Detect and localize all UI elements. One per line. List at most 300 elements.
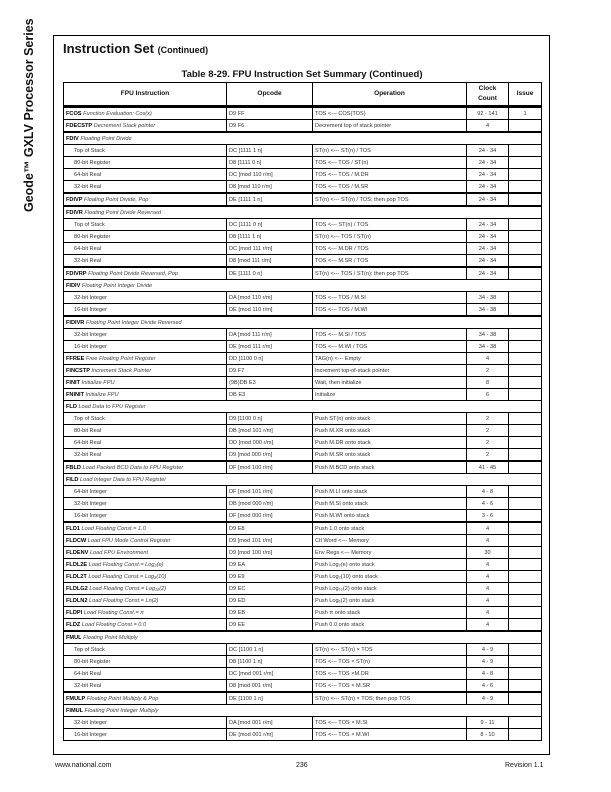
operation-cell: ST(n) <--- TOS / ST(n) <box>313 231 467 243</box>
operand-type: 32-bit Integer <box>64 717 227 729</box>
mnemonic: FLDLG2 <box>66 585 88 592</box>
table-row <box>64 522 542 535</box>
operation-cell: TOS <--- M.SR / TOS <box>313 255 467 268</box>
sub-row <box>64 231 542 243</box>
instruction-description: Load Floating Const.= Log₂(e) <box>88 561 164 568</box>
footer-website: www.national.com <box>55 762 112 769</box>
opcode-cell: DE [mod 111 r/m] <box>227 341 313 353</box>
opcode-cell: DA [mod 111 r/m] <box>227 329 313 341</box>
section-title <box>63 41 208 56</box>
opcode-cell: DF [mod 000 r/m] <box>227 510 313 523</box>
instruction-description: Free Floating Point Register <box>85 355 156 362</box>
header-instruction: FPU Instruction <box>64 83 227 107</box>
sub-row <box>64 510 542 523</box>
sub-row <box>64 486 542 498</box>
operation-cell: TOS <--- M.SI / TOS <box>313 329 467 341</box>
opcode-cell: DE [1111 0 n] <box>227 267 313 280</box>
mnemonic: FIDIV <box>66 282 81 289</box>
issue-cell <box>509 644 542 656</box>
issue-cell <box>509 680 542 693</box>
sub-row <box>64 329 542 341</box>
operation-cell: Push M.WI onto stack <box>313 510 467 523</box>
opcode-cell: D9 EA <box>227 559 313 571</box>
operand-type: 80-bit Register <box>64 231 227 243</box>
clock-count-cell: 4 - 9 <box>467 656 509 668</box>
operation-cell: TOS <--- M.WI / TOS <box>313 341 467 353</box>
operation-cell: Push Log₂(10) onto stack <box>313 571 467 583</box>
opcode-cell: DC [mod 111 r/m] <box>227 243 313 255</box>
opcode-cell: D9 E8 <box>227 522 313 535</box>
operand-type: 16-bit Integer <box>64 510 227 523</box>
instruction-cell <box>64 607 227 619</box>
table-body <box>64 107 542 741</box>
operand-type: 32-bit Real <box>64 255 227 268</box>
issue-cell <box>509 571 542 583</box>
instruction-cell <box>64 389 227 401</box>
clock-count-cell: 4 <box>467 595 509 607</box>
opcode-cell: D8 [1100 1 n] <box>227 656 313 668</box>
issue-cell <box>509 120 542 133</box>
mnemonic: FINIT <box>66 379 80 386</box>
table-row <box>64 535 542 547</box>
clock-count-cell: 4 - 9 <box>467 692 509 705</box>
opcode-cell: DC [1100 1 n] <box>227 644 313 656</box>
clock-count-cell: 4 - 8 <box>467 486 509 498</box>
operation-cell: Push Log₁₀(2) onto stack <box>313 583 467 595</box>
operation-cell: TOS <--- TOS / M.SI <box>313 292 467 304</box>
instruction-description: Floating Point Integer Divide <box>81 282 153 289</box>
mnemonic: FCOS <box>66 110 82 117</box>
clock-count-cell: 24 - 34 <box>467 193 509 206</box>
instruction-cell <box>64 583 227 595</box>
mnemonic: FLDPI <box>66 609 83 616</box>
instruction-description: Floating Point Divide <box>80 135 132 142</box>
sub-row <box>64 680 542 693</box>
issue-cell <box>509 522 542 535</box>
instruction-cell <box>64 193 227 206</box>
operand-type: 32-bit Integer <box>64 498 227 510</box>
operation-cell: Push 1.0 onto stack <box>313 522 467 535</box>
clock-count-cell: 34 - 38 <box>467 292 509 304</box>
issue-cell <box>509 255 542 268</box>
issue-cell <box>509 595 542 607</box>
clock-count-cell: 2 <box>467 449 509 462</box>
instruction-description: Floating Point Divide Reversed, Pop <box>88 270 178 277</box>
table-row <box>64 559 542 571</box>
table-row <box>64 389 542 401</box>
group-row <box>64 316 542 329</box>
operation-cell: ST(n) <--- ST(n) × TOS; then pop TOS <box>313 692 467 705</box>
group-row <box>64 280 542 292</box>
header-issue: Issue <box>509 83 542 107</box>
table-row <box>64 461 542 474</box>
operation-cell: TOS <--- COS(TOS) <box>313 107 467 120</box>
operation-cell: Push M.BCD onto stack <box>313 461 467 474</box>
issue-cell <box>509 437 542 449</box>
issue-cell: 1 <box>509 107 542 120</box>
table-row <box>64 595 542 607</box>
opcode-cell: DC [1111 0 n] <box>227 219 313 231</box>
instruction-cell <box>64 595 227 607</box>
instruction-description: Load Floating Const.= Ln(2) <box>89 597 159 604</box>
sub-row <box>64 437 542 449</box>
instruction-description: Load Data to FPU Register <box>78 403 146 410</box>
table-row <box>64 365 542 377</box>
sub-row <box>64 425 542 437</box>
clock-count-cell: 24 - 34 <box>467 231 509 243</box>
clock-count-cell: 30 <box>467 547 509 559</box>
operation-cell: Env Regs <--- Memory <box>313 547 467 559</box>
mnemonic: FMUL <box>66 634 82 641</box>
operand-type: Top of Stack <box>64 644 227 656</box>
mnemonic: FLD1 <box>66 525 80 532</box>
instruction-description: Load Floating Const.= Log₁₀(2) <box>89 585 167 592</box>
clock-count-cell: 4 - 6 <box>467 680 509 693</box>
clock-count-cell: 4 <box>467 535 509 547</box>
group-row <box>64 132 542 145</box>
mnemonic: FDIV <box>66 135 79 142</box>
sub-row <box>64 219 542 231</box>
clock-count-cell: 34 - 38 <box>467 304 509 317</box>
opcode-cell: DB E3 <box>227 389 313 401</box>
side-series-label: Geode™ GXLV Processor Series <box>22 18 36 212</box>
operation-cell: Push ST(n) onto stack <box>313 413 467 425</box>
opcode-cell: D9 [mod 000 r/m] <box>227 449 313 462</box>
operand-type: Top of Stack <box>64 219 227 231</box>
operation-cell: Push Logₑ(2) onto stack <box>313 595 467 607</box>
instruction-cell <box>64 316 542 329</box>
issue-cell <box>509 656 542 668</box>
instruction-description: Load Packed BCD Data to FPU Register <box>82 464 184 471</box>
instruction-cell <box>64 535 227 547</box>
operation-cell: Wait, then initialize <box>313 377 467 389</box>
issue-cell <box>509 498 542 510</box>
clock-count-cell: 2 <box>467 413 509 425</box>
instruction-cell <box>64 705 542 717</box>
clock-count-cell: 4 - 8 <box>467 668 509 680</box>
issue-cell <box>509 413 542 425</box>
issue-cell <box>509 692 542 705</box>
operand-type: 64-bit Real <box>64 437 227 449</box>
clock-count-cell: 4 <box>467 522 509 535</box>
clock-count-cell: 2 <box>467 425 509 437</box>
issue-cell <box>509 181 542 194</box>
fpu-instruction-table <box>63 82 542 741</box>
opcode-cell: D8 [mod 001 r/m] <box>227 680 313 693</box>
operation-cell: Increment top-of-stack pointer <box>313 365 467 377</box>
opcode-cell: DA [mod 110 r/m] <box>227 292 313 304</box>
instruction-description: Floating Point Integer Divide Reversed <box>85 319 182 326</box>
instruction-description: Floating Point Divide Reversed <box>84 209 162 216</box>
opcode-cell: DE [1111 1 n] <box>227 193 313 206</box>
mnemonic: FLDLN2 <box>66 597 88 604</box>
operand-type: 16-bit Integer <box>64 729 227 741</box>
issue-cell <box>509 292 542 304</box>
header-clock-count: Clock Count <box>467 83 509 107</box>
instruction-cell <box>64 619 227 632</box>
instruction-description: Floating Point Multiply & Pop <box>86 695 159 702</box>
table-row <box>64 377 542 389</box>
opcode-cell: D9 ED <box>227 595 313 607</box>
sub-row <box>64 413 542 425</box>
sub-row <box>64 341 542 353</box>
operand-type: 80-bit Register <box>64 157 227 169</box>
clock-count-cell: 34 - 38 <box>467 341 509 353</box>
operation-cell: Push M.LI onto stack <box>313 486 467 498</box>
mnemonic: FLDL2E <box>66 561 88 568</box>
clock-count-cell: 4 <box>467 559 509 571</box>
issue-cell <box>509 389 542 401</box>
clock-count-cell: 24 - 34 <box>467 157 509 169</box>
clock-count-cell: 34 - 38 <box>467 329 509 341</box>
clock-count-cell: 24 - 34 <box>467 181 509 194</box>
operation-cell: ST(n) <--- ST(n) × TOS <box>313 644 467 656</box>
sub-row <box>64 668 542 680</box>
operation-cell: TOS <--- TOS × M.SI <box>313 717 467 729</box>
mnemonic: FIMUL <box>66 707 84 714</box>
issue-cell <box>509 365 542 377</box>
clock-count-cell: 2 <box>467 365 509 377</box>
issue-cell <box>509 559 542 571</box>
mnemonic: FLD <box>66 403 77 410</box>
sub-row <box>64 181 542 194</box>
mnemonic: FINCSTP <box>66 367 90 374</box>
clock-count-cell: 4 <box>467 571 509 583</box>
clock-count-cell: 8 <box>467 377 509 389</box>
clock-count-cell: 24 - 34 <box>467 145 509 157</box>
instruction-description: Increment Stack Pointer <box>91 367 152 374</box>
opcode-cell: (9B)DB E3 <box>227 377 313 389</box>
instruction-description: Load Floating Const.= 1.0 <box>81 525 146 532</box>
opcode-cell: DD [1100 0 n] <box>227 353 313 365</box>
operation-cell: ST(n) <--- ST(n) / TOS <box>313 145 467 157</box>
operand-type: 16-bit Integer <box>64 304 227 317</box>
opcode-cell: D9 EB <box>227 607 313 619</box>
opcode-cell: D9 [mod 101 r/m] <box>227 535 313 547</box>
operation-cell: TOS <--- TOS × M.WI <box>313 729 467 741</box>
opcode-cell: DC [mod 001 r/m] <box>227 668 313 680</box>
sub-row <box>64 304 542 317</box>
instruction-description: Load FPU Environment <box>89 549 149 556</box>
operation-cell: Decrement top of stack pointer <box>313 120 467 133</box>
operation-cell: TAG(n) <--- Empty <box>313 353 467 365</box>
instruction-cell <box>64 631 542 644</box>
operation-cell: Push Log₂(e) onto stack <box>313 559 467 571</box>
operand-type: 32-bit Integer <box>64 292 227 304</box>
issue-cell <box>509 377 542 389</box>
issue-cell <box>509 304 542 317</box>
instruction-cell <box>64 267 227 280</box>
operation-cell: Ctl Word <--- Memory <box>313 535 467 547</box>
opcode-cell: DF [mod 101 r/m] <box>227 486 313 498</box>
opcode-cell: D9 F6 <box>227 120 313 133</box>
issue-cell <box>509 353 542 365</box>
operation-cell: Push M.SR onto stack <box>313 449 467 462</box>
mnemonic: FDIVP <box>66 196 83 203</box>
opcode-cell: DB [mod 101 r/m] <box>227 425 313 437</box>
opcode-cell: D9 [mod 100 r/m] <box>227 547 313 559</box>
table-row <box>64 353 542 365</box>
table-row <box>64 193 542 206</box>
instruction-description: Floating Point Integer Multiply <box>84 707 159 714</box>
issue-cell <box>509 267 542 280</box>
table-row <box>64 107 542 120</box>
instruction-cell <box>64 547 227 559</box>
table-row <box>64 583 542 595</box>
issue-cell <box>509 449 542 462</box>
operation-cell: TOS <--- TOS ×M.DR <box>313 668 467 680</box>
header-opcode: Opcode <box>227 83 313 107</box>
issue-cell <box>509 341 542 353</box>
mnemonic: FDIVR <box>66 209 83 216</box>
operation-cell: ST(n) <--- ST(n) / TOS; then pop TOS <box>313 193 467 206</box>
instruction-cell <box>64 401 542 413</box>
operation-cell: Push M.SI onto stack <box>313 498 467 510</box>
opcode-cell: DF [mod 100 r/m] <box>227 461 313 474</box>
issue-cell <box>509 461 542 474</box>
issue-cell <box>509 668 542 680</box>
mnemonic: FDECSTP <box>66 122 93 129</box>
operation-cell: Push π onto stack <box>313 607 467 619</box>
opcode-cell: D9 E9 <box>227 571 313 583</box>
group-row <box>64 705 542 717</box>
table-row <box>64 547 542 559</box>
instruction-cell <box>64 559 227 571</box>
instruction-cell <box>64 461 227 474</box>
group-row <box>64 401 542 413</box>
clock-count-cell: 92 - 141 <box>467 107 509 120</box>
issue-cell <box>509 729 542 741</box>
clock-count-cell: 6 <box>467 389 509 401</box>
issue-cell <box>509 219 542 231</box>
issue-cell <box>509 607 542 619</box>
clock-count-cell: 4 <box>467 607 509 619</box>
clock-count-cell: 24 - 34 <box>467 267 509 280</box>
operand-type: 32-bit Real <box>64 680 227 693</box>
operation-cell: TOS <--- TOS / ST(n) <box>313 157 467 169</box>
clock-count-cell: 9 - 11 <box>467 717 509 729</box>
mnemonic: FBLD <box>66 464 81 471</box>
instruction-cell <box>64 474 542 486</box>
table-row <box>64 607 542 619</box>
issue-cell <box>509 169 542 181</box>
instruction-cell <box>64 522 227 535</box>
clock-count-cell: 4 - 9 <box>467 644 509 656</box>
sub-row <box>64 157 542 169</box>
opcode-cell: DE [mod 110 r/m] <box>227 304 313 317</box>
mnemonic: FLDCW <box>66 537 87 544</box>
issue-cell <box>509 425 542 437</box>
clock-count-cell: 2 <box>467 437 509 449</box>
opcode-cell: D8 [1111 0 n] <box>227 157 313 169</box>
operation-cell: TOS <--- ST(n) / TOS <box>313 219 467 231</box>
table-row <box>64 120 542 133</box>
clock-count-cell: 24 - 34 <box>467 255 509 268</box>
group-row <box>64 631 542 644</box>
sub-row <box>64 498 542 510</box>
instruction-cell <box>64 365 227 377</box>
operation-cell: Initialize <box>313 389 467 401</box>
operand-type: 32-bit Real <box>64 449 227 462</box>
operand-type: 64-bit Real <box>64 668 227 680</box>
opcode-cell: DD [mod 000 r/m] <box>227 437 313 449</box>
mnemonic: FMULP <box>66 695 86 702</box>
clock-count-cell: 4 <box>467 120 509 133</box>
instruction-description: Initialize FPU <box>81 379 115 386</box>
mnemonic: FLDENV <box>66 549 89 556</box>
sub-row <box>64 449 542 462</box>
table-row <box>64 571 542 583</box>
mnemonic: FLDL2T <box>66 573 87 580</box>
opcode-cell: DC [mod 110 r/m] <box>227 169 313 181</box>
group-row <box>64 206 542 219</box>
header-operation: Operation <box>313 83 467 107</box>
clock-count-cell: 8 - 10 <box>467 729 509 741</box>
clock-count-cell: 24 - 34 <box>467 169 509 181</box>
instruction-cell <box>64 132 542 145</box>
operand-type: 64-bit Real <box>64 169 227 181</box>
issue-cell <box>509 193 542 206</box>
issue-cell <box>509 583 542 595</box>
clock-count-cell: 4 <box>467 583 509 595</box>
sub-row <box>64 717 542 729</box>
issue-cell <box>509 547 542 559</box>
instruction-cell <box>64 353 227 365</box>
instruction-description: Decrement Stack pointer <box>93 122 156 129</box>
operand-type: 80-bit Register <box>64 656 227 668</box>
section-title-suffix: (Continued) <box>157 45 209 55</box>
opcode-cell: DA [mod 001 r/m] <box>227 717 313 729</box>
clock-count-cell: 24 - 34 <box>467 243 509 255</box>
instruction-cell <box>64 206 542 219</box>
mnemonic: FIDIVR <box>66 319 85 326</box>
clock-count-cell: 4 <box>467 619 509 632</box>
opcode-cell: DB [mod 000 r/m] <box>227 498 313 510</box>
instruction-description: Floating Point Divide, Pop <box>84 196 149 203</box>
instruction-cell <box>64 280 542 292</box>
sub-row <box>64 644 542 656</box>
operation-cell: Push M.DR onto stack <box>313 437 467 449</box>
issue-cell <box>509 145 542 157</box>
operand-type: 16-bit Integer <box>64 341 227 353</box>
opcode-cell: D9 FF <box>227 107 313 120</box>
opcode-cell: D8 [1111 1 n] <box>227 231 313 243</box>
operand-type: Top of Stack <box>64 145 227 157</box>
table-row <box>64 267 542 280</box>
operation-cell: TOS <--- TOS / M.SR <box>313 181 467 194</box>
issue-cell <box>509 157 542 169</box>
mnemonic: FNINIT <box>66 391 85 398</box>
instruction-description: Load Floating Const.= Log₂(10) <box>88 573 167 580</box>
section-title-text: Instruction Set <box>63 41 155 56</box>
group-row <box>64 474 542 486</box>
operation-cell: Push 0.0 onto stack <box>313 619 467 632</box>
opcode-cell: D8 [mod 110 r/m] <box>227 181 313 194</box>
instruction-description: Load FPU Mode Control Register <box>87 537 171 544</box>
mnemonic: FDIVRP <box>66 270 87 277</box>
mnemonic: FLDZ <box>66 621 81 628</box>
instruction-description: Function Evaluation: Cos(x) <box>83 110 152 117</box>
operand-type: 64-bit Real <box>64 243 227 255</box>
sub-row <box>64 243 542 255</box>
footer-revision: Revision 1.1 <box>505 762 544 769</box>
sub-row <box>64 656 542 668</box>
mnemonic: FILD <box>66 476 79 483</box>
clock-count-cell: 24 - 34 <box>467 219 509 231</box>
issue-cell <box>509 486 542 498</box>
issue-cell <box>509 535 542 547</box>
table-header-row <box>64 83 542 107</box>
